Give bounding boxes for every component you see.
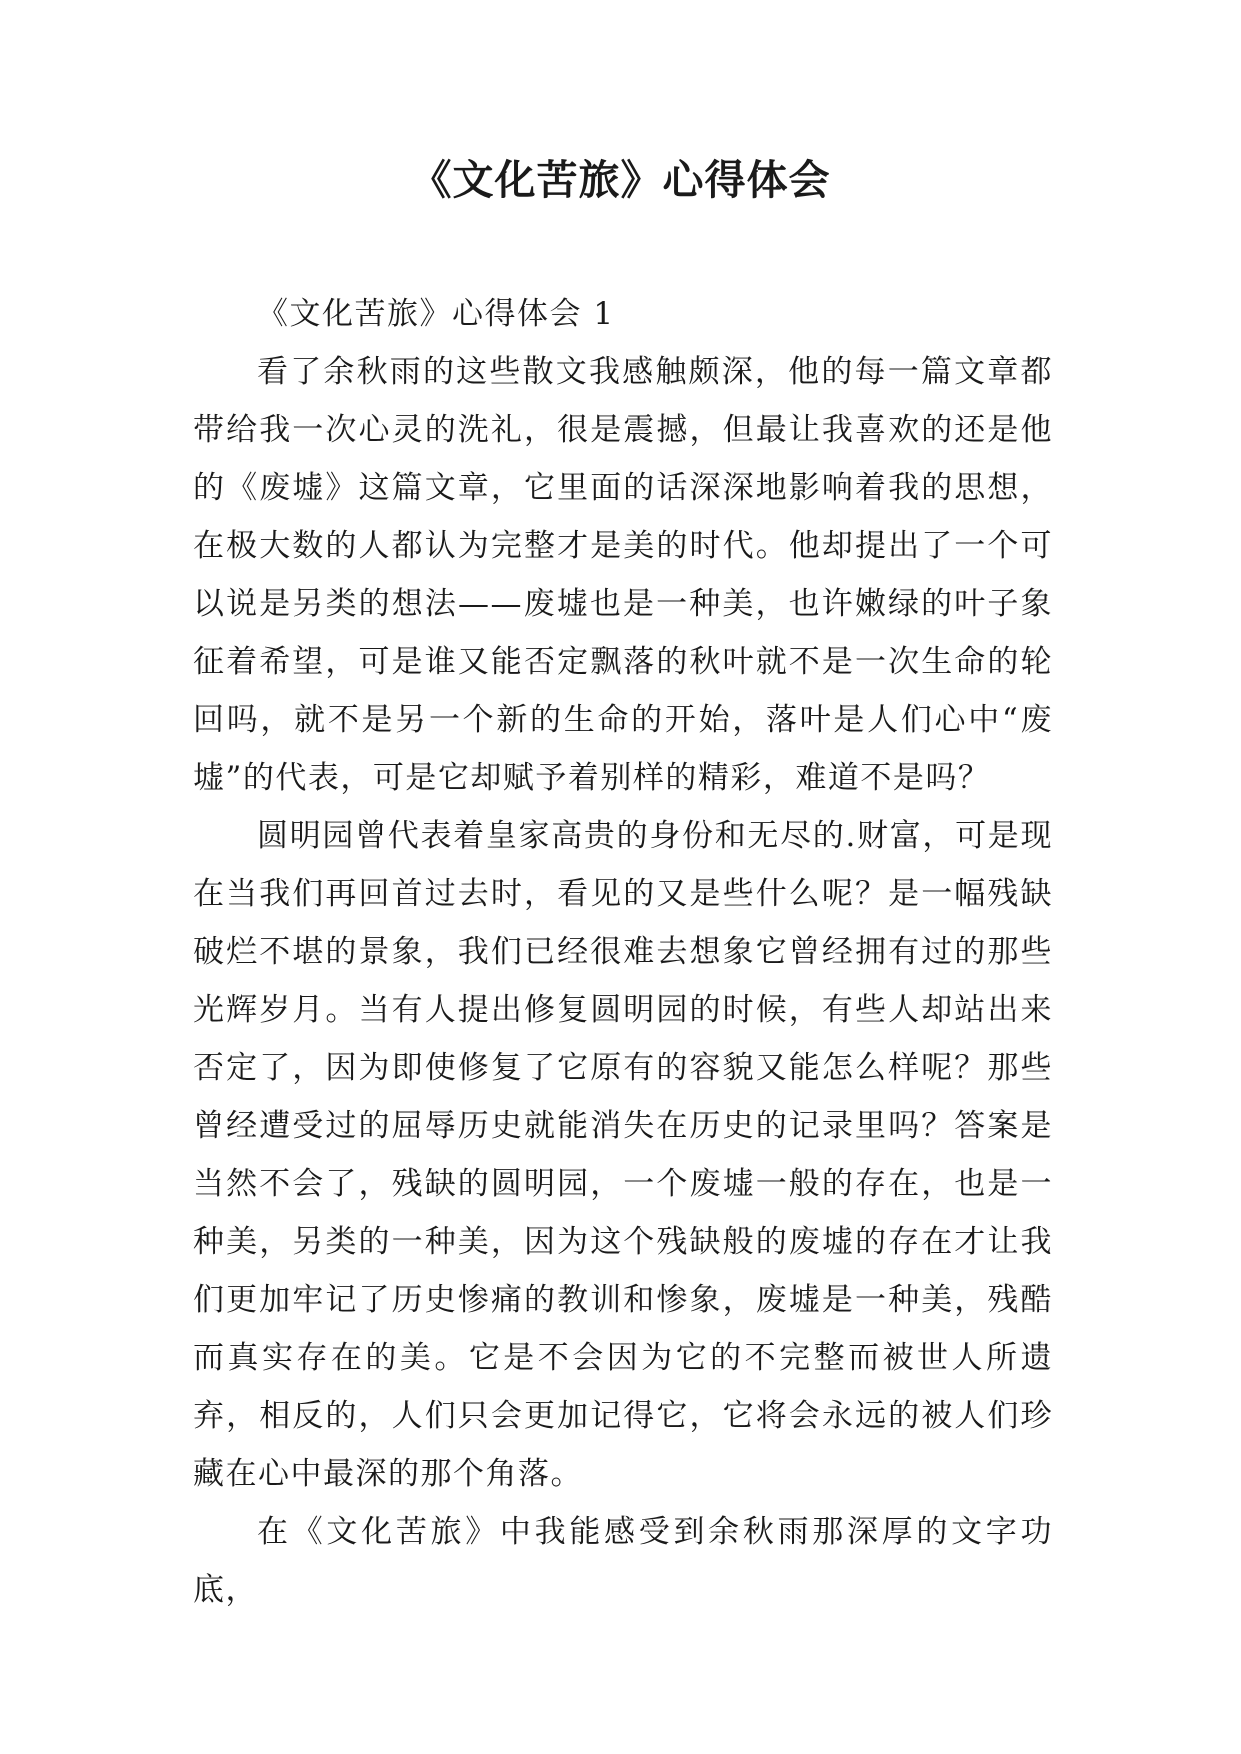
document-title: 《文化苦旅》心得体会 [410, 156, 831, 204]
section-heading: 《文化苦旅》心得体会 1 [257, 296, 615, 332]
paragraph: 在《文化苦旅》中我能感受到余秋雨那深厚的文字功底， [193, 1514, 1053, 1608]
paragraph: 看了余秋雨的这些散文我感触颇深，他的每一篇文章都带给我一次心灵的洗礼，很是震撼，但最让我喜欢的还是他的《废墟》这篇文章，它里面的话深深地影响着我的思想，在极大数的人都认为完整才是美的时代。他却提出了一个可以说是另类的想法——废墟也是一种美，也许嫩绿的叶子象征着希望，可是谁又能否定飘落的秋叶就不是一次生命的轮回吗，就不是另一个新的生命的开始，落叶是人们心中“废墟”的代表，可是它却赋予着别样的精彩，难道不是吗？ [193, 354, 1053, 796]
paragraph: 圆明园曾代表着皇家高贵的身份和无尽的.财富，可是现在当我们再回首过去时，看见的又是些什么呢？是一幅残缺破烂不堪的景象，我们已经很难去想象它曾经拥有过的那些光辉岁月。当有人提出修复圆明园的时候，有些人却站出来否定了，因为即使修复了它原有的容貌又能怎么样呢？那些曾经遭受过的屈辱历史就能消失在历史的记录里吗？答案是当然不会了，残缺的圆明园，一个废墟一般的存在，也是一种美，另类的一种美，因为这个残缺般的废墟的存在才让我们更加牢记了历史惨痛的教训和惨象，废墟是一种美，残酷而真实存在的美。它是不会因为它的不完整而被世人所遗弃，相反的，人们只会更加记得它，它将会永远的被人们珍藏在心中最深的那个角落。 [193, 818, 1053, 1492]
document-body [193, 285, 1053, 1619]
